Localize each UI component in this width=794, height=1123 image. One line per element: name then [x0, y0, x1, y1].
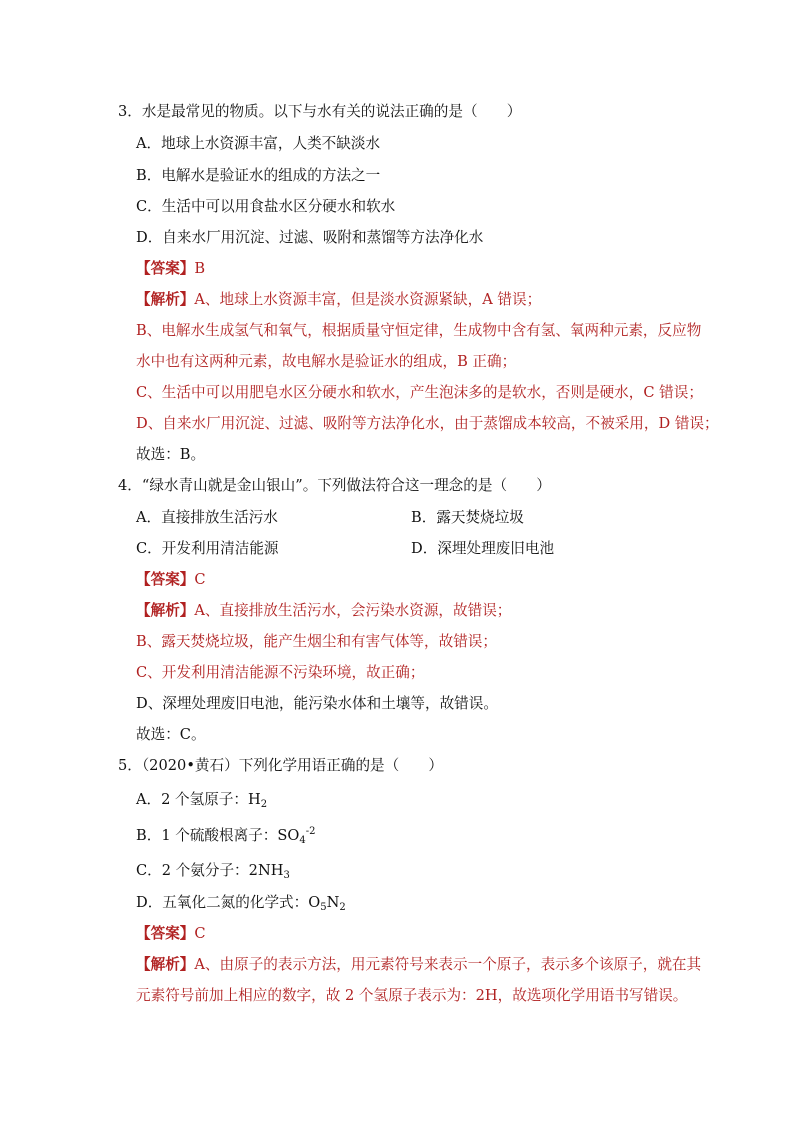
q4-analysis-line-2: B、露天焚烧垃圾，能产生烟尘和有害气体等，故错误； — [136, 633, 497, 650]
q4-analysis-line-1 — [136, 601, 511, 621]
analysis-tag: 【解析】 — [136, 291, 195, 308]
q3-analysis-line-3: 水中也有这两种元素，故电解水是验证水的组成，B 正确； — [136, 353, 517, 370]
q5-option-b: B．1 个硫酸根离子：$SO_4^{-2}$ — [136, 826, 316, 846]
analysis-tag: 【解析】 — [136, 602, 195, 619]
q5-analysis-line-1 — [136, 955, 701, 975]
answer-value: C — [194, 571, 206, 588]
q3-conclusion: 故选：B。 — [136, 446, 206, 463]
answer-tag: 【答案】 — [136, 571, 195, 588]
q5-stem: 5．（2020•黄石）下列化学用语正确的是（ ） — [118, 757, 444, 774]
q5-option-d: D．五氧化二氮的化学式：$O_5N_2$ — [136, 894, 346, 913]
q5-option-c: C．2 个氨分子：$2NH_3$ — [136, 862, 290, 881]
q4-conclusion: 故选：C。 — [136, 726, 206, 743]
q3-analysis-line-2: B、电解水生成氢气和氧气，根据质量守恒定律，生成物中含有氢、氧两种元素，反应物 — [136, 322, 702, 339]
analysis-text: A、地球上水资源丰富，但是淡水资源紧缺，A 错误； — [194, 291, 542, 308]
q5-analysis-line-2: 元素符号前加上相应的数字，故 2 个氢原子表示为：2H，故选项化学用语书写错误。 — [136, 987, 688, 1004]
q3-option-a: A．地球上水资源丰富，人类不缺淡水 — [136, 135, 381, 152]
q4-analysis-line-4: D、深埋处理废旧电池，能污染水体和土壤等，故错误。 — [136, 695, 498, 712]
q5-answer — [136, 924, 206, 944]
analysis-tag: 【解析】 — [136, 956, 195, 973]
q4-analysis-line-3: C、开发利用清洁能源不污染环境，故正确； — [136, 664, 425, 681]
analysis-text: A、直接排放生活污水，会污染水资源，故错误； — [194, 602, 512, 619]
answer-value: B — [194, 260, 206, 277]
q4-option-c: C．开发利用清洁能源 — [136, 540, 279, 557]
q5-option-a: A．2 个氢原子：$H_2$ — [136, 791, 268, 810]
q4-option-b: B．露天焚烧垃圾 — [411, 509, 524, 526]
q3-analysis-line-5: D、自来水厂用沉淀、过滤、吸附等方法净化水，由于蒸馏成本较高，不被采用，D 错误； — [136, 415, 719, 432]
q3-analysis-line-4: C、生活中可以用肥皂水区分硬水和软水，产生泡沫多的是软水，否则是硬水，C 错误； — [136, 384, 703, 401]
q3-option-c: C．生活中可以用食盐水区分硬水和软水 — [136, 198, 396, 215]
q3-answer — [136, 259, 205, 279]
answer-value: C — [194, 925, 206, 942]
q3-option-b: B．电解水是验证水的组成的方法之一 — [136, 167, 381, 184]
answer-tag: 【答案】 — [136, 925, 195, 942]
q4-option-d: D．深埋处理废旧电池 — [411, 540, 555, 557]
analysis-text: A、由原子的表示方法，用元素符号来表示一个原子，表示多个该原子，就在其 — [194, 956, 702, 973]
q4-stem: 4．“绿水青山就是金山银山”。下列做法符合这一理念的是（ ） — [118, 477, 551, 494]
q4-option-a: A．直接排放生活污水 — [136, 509, 278, 526]
answer-tag: 【答案】 — [136, 260, 195, 277]
q3-stem: 3．水是最常见的物质。以下与水有关的说法正确的是（ ） — [118, 103, 522, 120]
q3-analysis-line-1 — [136, 290, 541, 310]
q3-option-d: D．自来水厂用沉淀、过滤、吸附和蒸馏等方法净化水 — [136, 229, 484, 246]
q4-answer — [136, 570, 206, 590]
